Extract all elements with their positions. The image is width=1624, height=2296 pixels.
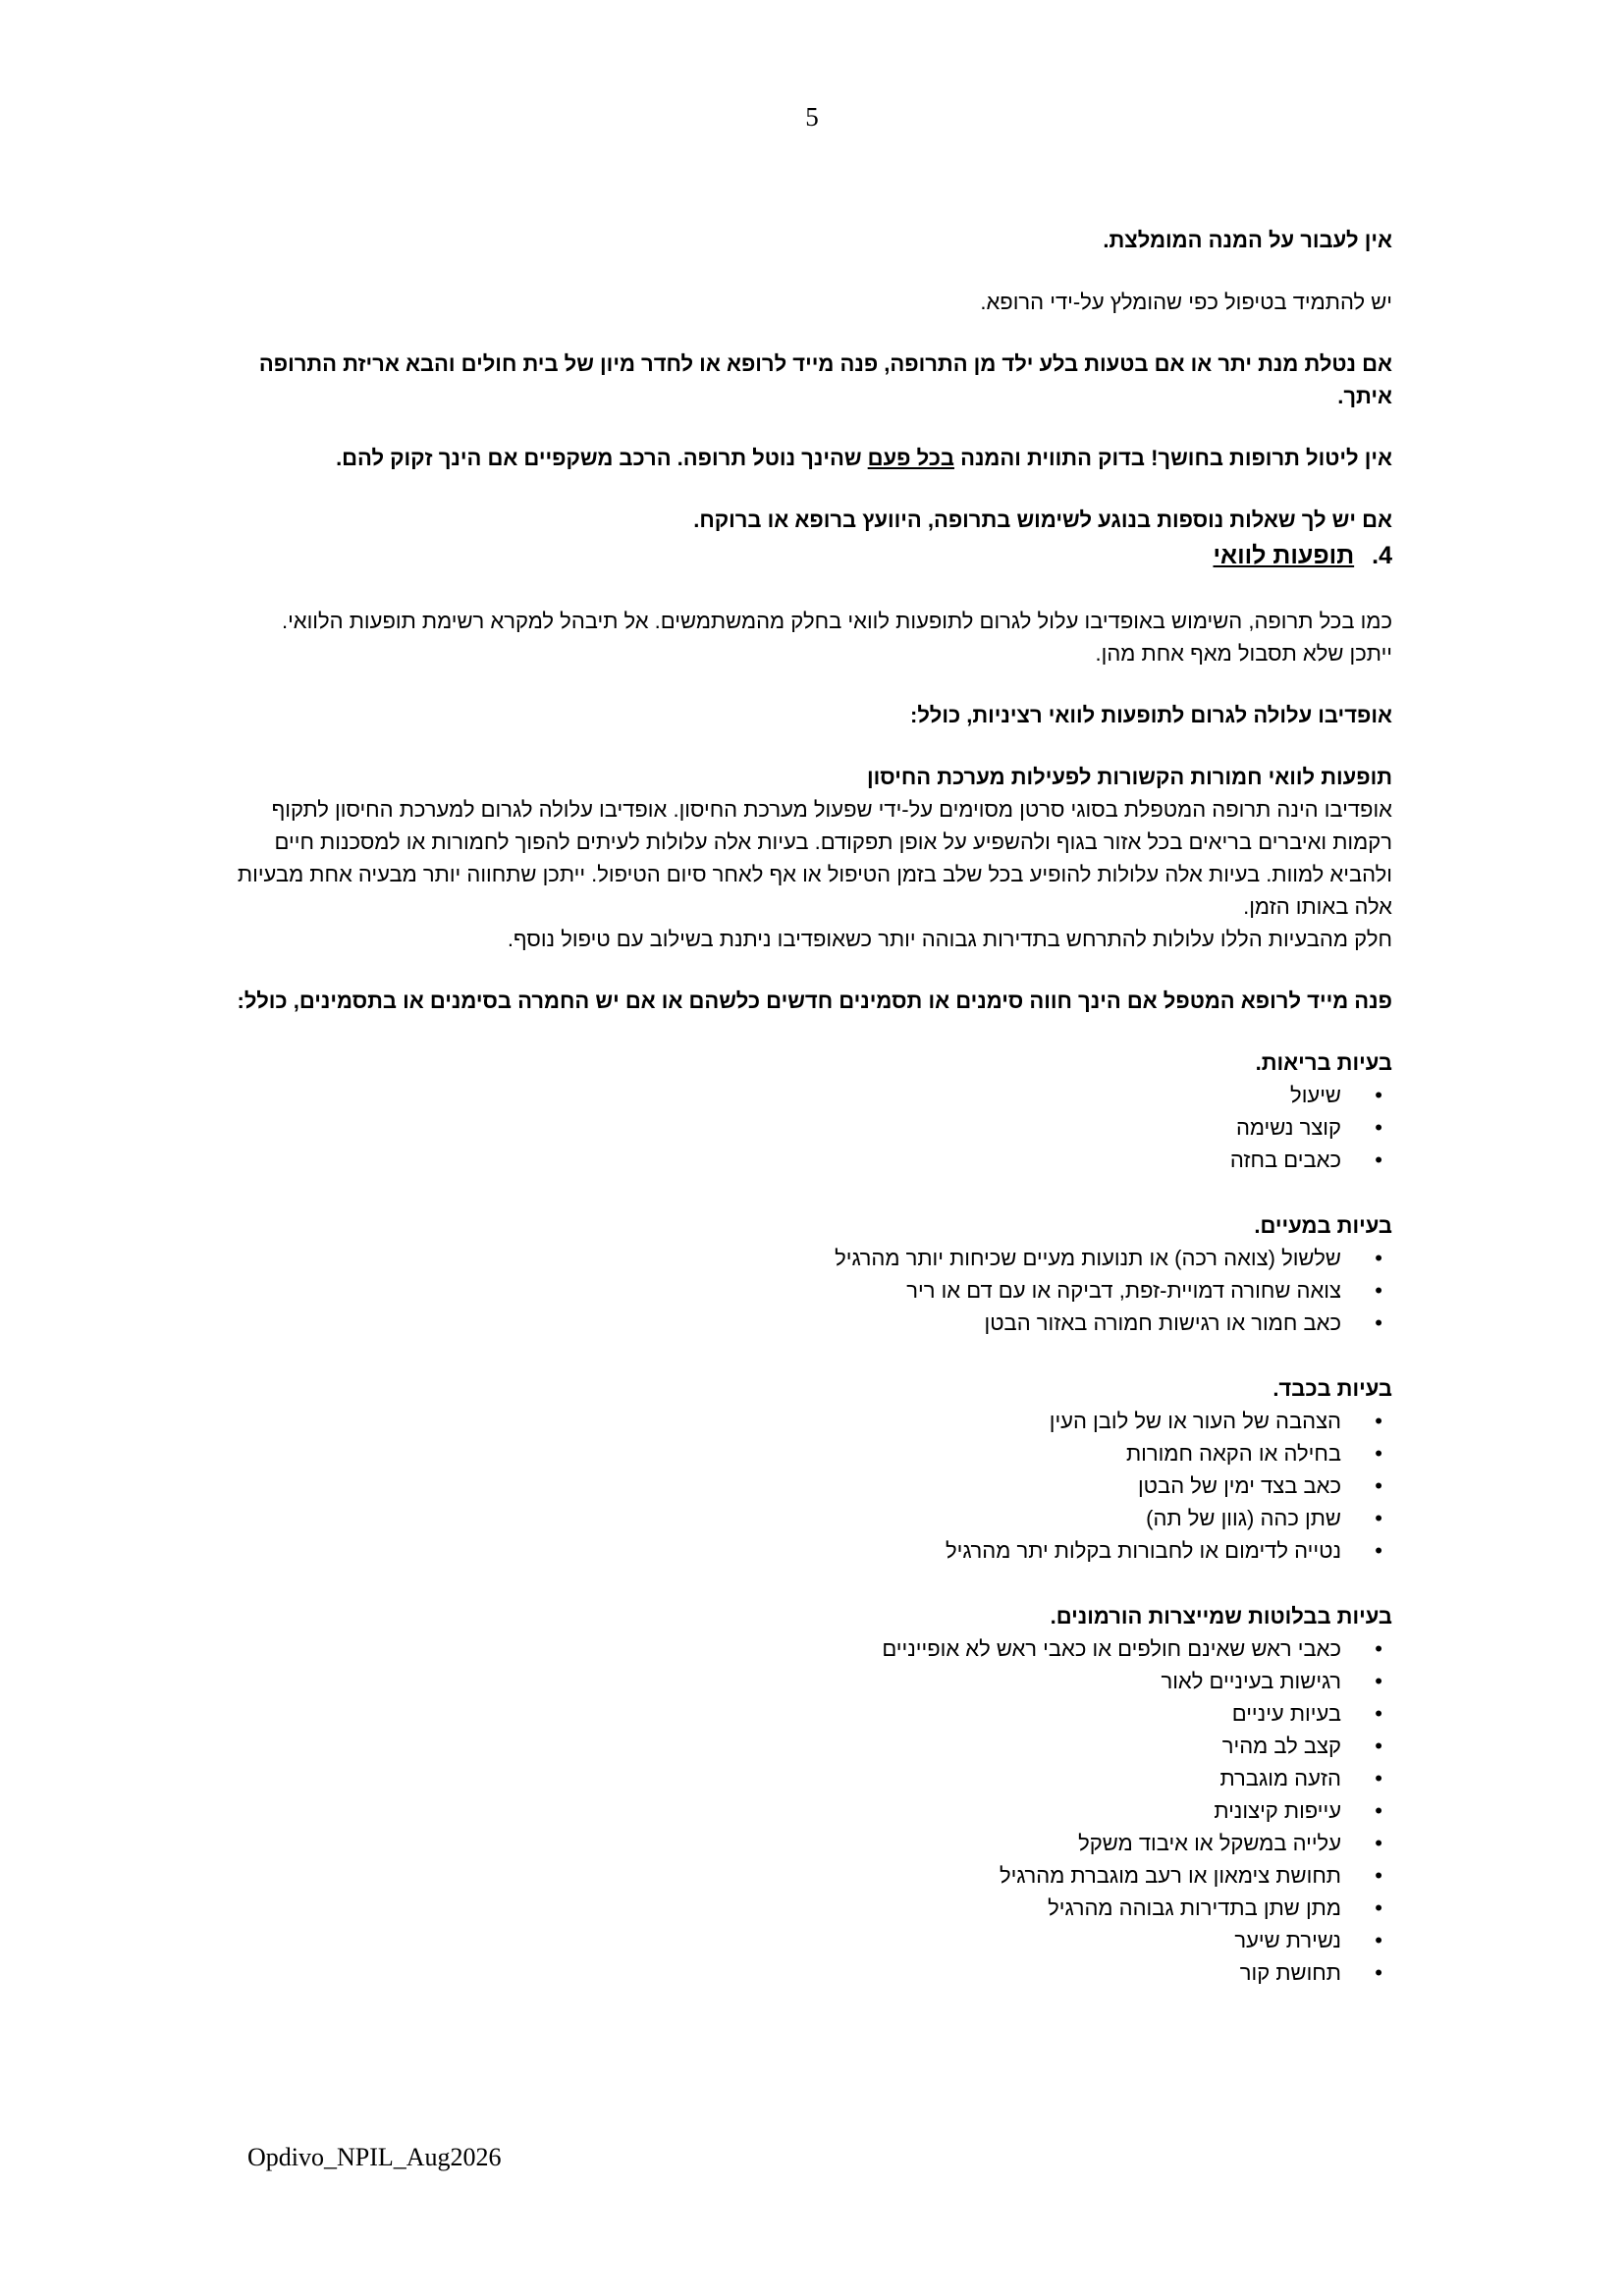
immune-effects-heading: תופעות לוואי חמורות הקשורות לפעילות מערכת החיסון: [867, 765, 1392, 789]
group-title: בעיות בכבד.: [1272, 1376, 1392, 1401]
list-item: • תחושת צימאון או רעב מוגברת מהרגיל: [234, 1859, 1392, 1892]
no-exceed-dose-warning: אין לעבור על המנה המומלצת.: [1103, 228, 1392, 252]
list-item: • הצהבה של העור או של לובן העין: [234, 1405, 1392, 1437]
questions-note: אם יש לך שאלות נוספות בנוגע לשימוש בתרופה, היוועץ ברופא או ברוקח.: [693, 507, 1392, 532]
immune-effects-combination: חלק מהבעיות הללו עלולות להתרחש בתדירות גבוהה יותר כשאופדיבו ניתנת בשילוב עם טיפול נוסף.: [507, 927, 1392, 951]
list-item: • קוצר נשימה: [234, 1111, 1392, 1144]
list-item: • שתן כהה (גוון של תה): [234, 1502, 1392, 1534]
list-item: • נשירת שיער: [234, 1924, 1392, 1956]
document-footer: Opdivo_NPIL_Aug2026: [247, 2143, 502, 2171]
symptom-list: [234, 1242, 1392, 1339]
list-item: • תחושת קור: [234, 1956, 1392, 1989]
list-item: • כאב חמור או רגישות חמורה באזור הבטן: [234, 1307, 1392, 1339]
symptom-group-liver: [234, 1372, 1392, 1567]
dark-warning-part1: אין ליטול תרופות בחושך! בדוק התווית והמנה: [953, 446, 1392, 470]
list-item: • כאבים בחזה: [234, 1144, 1392, 1176]
list-item: • עייפות קיצונית: [234, 1794, 1392, 1827]
dark-warning: [234, 442, 1392, 474]
section-title: תופעות לוואי: [1213, 542, 1355, 569]
symptom-list: [234, 1405, 1392, 1567]
list-item: • מתן שתן בתדירות גבוהה מהרגיל: [234, 1892, 1392, 1924]
list-item: • כאב בצד ימין של הבטן: [234, 1469, 1392, 1502]
side-effects-intro: כמו בכל תרופה, השימוש באופדיבו עלול לגרום לתופעות לוואי בחלק מהמשתמשים. אל תיבהל למקרא רשימת תופעות הלוואי. ייתכן שלא תסבול מאף אחת מהן.: [281, 609, 1392, 666]
list-item: • כאבי ראש שאינם חולפים או כאבי ראש לא אופייניים: [234, 1632, 1392, 1665]
page-number: 5: [805, 102, 819, 132]
dark-warning-part2: שהינך נוטל תרופה. הרכב משקפיים אם הינך זקוק להם.: [336, 446, 868, 470]
symptom-list: [234, 1079, 1392, 1176]
list-item: • עלייה במשקל או איבוד משקל: [234, 1827, 1392, 1859]
list-item: • בחילה או הקאה חמורות: [234, 1437, 1392, 1469]
section-number: 4.: [1372, 542, 1392, 569]
immune-effects-text: אופדיבו הינה תרופה המטפלת בסוגי סרטן מסוימים על-ידי שפעול מערכת החיסון. אופדיבו עלולה לגרום למערכת החיסון לתקוף רקמות ואיברים בריאים בכל אזור בגוף ולהשפיע על אופן תפקודם. בעיות אלה עלולות לעיתים להפוך לחמורות או למסכנות חיים ולהביא למוות. בעיות אלה עלולות להופיע בכל שלב בזמן הטיפול או אף לאחר סיום הטיפול. ייתכן שתחווה יותר מבעיה אחת מבעיות אלה באותו הזמן.: [237, 797, 1392, 919]
list-item: • רגישות בעיניים לאור: [234, 1665, 1392, 1697]
symptom-group-lungs: [234, 1046, 1392, 1176]
symptom-group-hormone-glands: [234, 1600, 1392, 1989]
serious-effects-heading: אופדיבו עלולה לגרום לתופעות לוואי רציניות, כולל:: [910, 703, 1392, 727]
group-title: בעיות במעיים.: [1254, 1213, 1392, 1238]
group-title: בעיות בריאות.: [1255, 1050, 1392, 1075]
section-heading: [234, 536, 1392, 575]
list-item: • בעיות עיניים: [234, 1697, 1392, 1730]
contact-doctor-warning: פנה מייד לרופא המטפל אם הינך חווה סימנים או תסמינים חדשים כלשהם או אם יש החמרה בסימנים או בתסמינים, כולל:: [237, 988, 1392, 1013]
list-item: • הזעה מוגברת: [234, 1762, 1392, 1794]
symptom-group-intestines: [234, 1209, 1392, 1339]
overdose-warning: אם נטלת מנת יתר או אם בטעות בלע ילד מן התרופה, פנה מייד לרופא או לחדר מיון של בית חולים והבא אריזת התרופה איתך.: [258, 351, 1392, 408]
list-item: • צואה שחורה דמויית-זפת, דביקה או עם דם או ריר: [234, 1274, 1392, 1307]
document-body: [234, 224, 1392, 1989]
dark-warning-underlined: בכל פעם: [867, 446, 954, 470]
continue-treatment-note: יש להתמיד בטיפול כפי שהומלץ על-ידי הרופא.: [980, 290, 1392, 314]
symptom-list: [234, 1632, 1392, 1989]
list-item: • קצב לב מהיר: [234, 1730, 1392, 1762]
list-item: • שיעול: [234, 1079, 1392, 1111]
list-item: • נטייה לדימום או לחבורות בקלות יתר מהרגיל: [234, 1534, 1392, 1567]
list-item: • שלשול (צואה רכה) או תנועות מעיים שכיחות יותר מהרגיל: [234, 1242, 1392, 1274]
group-title: בעיות בבלוטות שמייצרות הורמונים.: [1050, 1604, 1392, 1629]
